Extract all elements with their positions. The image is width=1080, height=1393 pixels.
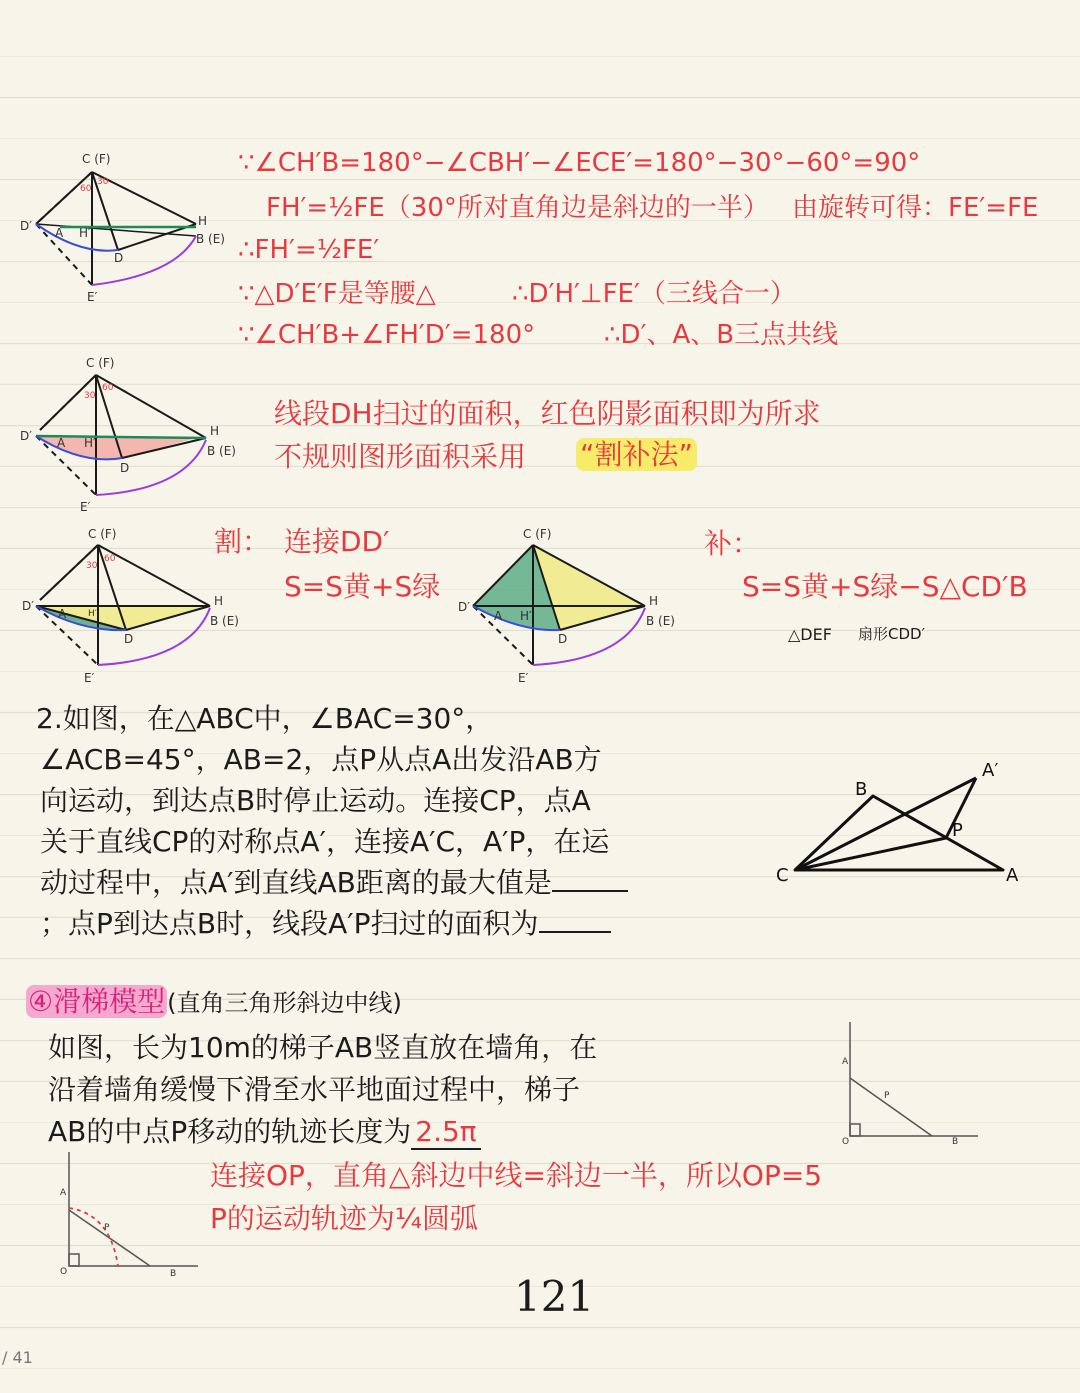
label2-ep: E′ <box>80 500 91 514</box>
label5-a: A <box>1006 865 1019 886</box>
label-60: 60 <box>80 184 92 194</box>
page-counter: / 41 <box>2 1348 33 1367</box>
label7-a: A <box>60 1188 67 1198</box>
p2-line4: 关于直线CP的对称点A′，连接A′C，A′P，在运 <box>40 825 610 858</box>
label3-dp: D′ <box>22 599 34 613</box>
label2-d: D <box>120 461 130 475</box>
label6-a: A <box>842 1057 849 1067</box>
label-ep: E′ <box>87 290 98 304</box>
label2-hp: H′ <box>84 436 96 450</box>
label7-b: B <box>170 1269 177 1279</box>
label-be: B (E) <box>196 232 225 246</box>
label2-a: A <box>57 436 66 450</box>
label4-hp: H′ <box>520 609 532 623</box>
label4-cf: C (F) <box>523 527 552 541</box>
p2-line6: ；点P到达点B时，线段A′P扫过的面积为 <box>40 907 539 940</box>
ladder-sol2: P的运动轨迹为¼圆弧 <box>210 1202 479 1235</box>
p2-line5: 动过程中，点A′到直线AB距离的最大值是 <box>40 866 552 899</box>
label4-a: A <box>494 609 503 623</box>
s2-method: “割补法” <box>576 438 697 471</box>
p2-line1: 2.如图，在△ABC中，∠BAC=30°， <box>36 702 494 735</box>
ladder-line3: AB的中点P移动的轨迹长度为 <box>48 1115 412 1148</box>
ladder-answer: 2.5π <box>411 1115 480 1150</box>
label-30: 30 <box>97 177 109 187</box>
ge-text: 连接DD′ <box>284 525 390 558</box>
label3-60: 60 <box>104 554 116 564</box>
ladder-subtitle: (直角三角形斜边中线) <box>167 989 402 1017</box>
label2-dp: D′ <box>20 429 32 443</box>
s1-line5b: ∴D′、A、B三点共线 <box>604 320 839 350</box>
s1-line5a: ∵∠CH′B+∠FH′D′=180° <box>238 320 536 350</box>
label2-60: 60 <box>102 383 114 393</box>
s2-line2a: 不规则图形面积采用 <box>274 440 527 473</box>
label7-o: O <box>60 1267 68 1277</box>
p2-line3: 向运动，到达点B时停止运动。连接CP，点A <box>40 784 591 817</box>
label-a: A <box>55 226 64 240</box>
label2-be: B (E) <box>207 444 236 458</box>
label-cf: C (F) <box>82 152 111 166</box>
ge-label: 割： <box>214 525 271 558</box>
s1-line2a: FH′=½FE（30°所对直角边是斜边的一半） <box>266 193 769 223</box>
label3-a: A <box>58 607 67 621</box>
label2-cf: C (F) <box>86 356 115 370</box>
ladder-line2: 沿着墙角缓慢下滑至水平地面过程中，梯子 <box>48 1073 581 1106</box>
label-d: D <box>114 251 124 265</box>
label3-hp: H′ <box>88 609 97 619</box>
label5-ap: A′ <box>982 760 999 781</box>
figure-7-arc <box>69 1208 118 1266</box>
page-number: 121 <box>514 1272 595 1321</box>
label4-d: D <box>558 632 568 646</box>
s1-line1: ∵∠CH′B=180°−∠CBH′−∠ECE′=180°−30°−60°=90° <box>238 148 921 178</box>
label6-o: O <box>842 1137 850 1147</box>
label6-p: P <box>884 1091 890 1101</box>
label4-ep: E′ <box>518 671 529 685</box>
label7-p: P <box>104 1223 110 1233</box>
s1-line2b: 由旋转可得：FE′=FE <box>792 193 1039 223</box>
label5-b: B <box>855 779 868 800</box>
s1-line3: ∴FH′=½FE′ <box>238 235 380 265</box>
label4-be: B (E) <box>646 614 675 628</box>
label3-be: B (E) <box>210 614 239 628</box>
label-h: H <box>198 214 208 228</box>
label2-h: H <box>210 424 220 438</box>
label3-cf: C (F) <box>88 527 117 541</box>
label3-h: H <box>214 594 224 608</box>
s1-line4b: ∴D′H′⊥FE′（三线合一） <box>512 279 796 309</box>
s2-line1: 线段DH扫过的面积，红色阴影面积即为所求 <box>274 397 821 430</box>
bu-label: 补： <box>704 527 761 560</box>
label2-30: 30 <box>84 391 96 401</box>
ladder-sol1: 连接OP，直角△斜边中线=斜边一半，所以OP=5 <box>210 1159 823 1192</box>
label5-p: P <box>952 820 963 841</box>
label5-c: C <box>776 865 789 886</box>
label3-ep: E′ <box>84 671 95 685</box>
label-hp: H′ <box>79 226 91 240</box>
label3-30: 30 <box>86 561 98 571</box>
p2-line2: ∠ACB=45°，AB=2，点P从点A出发沿AB方 <box>40 743 602 776</box>
bu-formula: S=S黄+S绿−S△CD′B <box>742 570 1028 603</box>
ladder-title: ④滑梯模型 <box>28 985 166 1018</box>
ladder-line1: 如图，长为10m的梯子AB竖直放在墙角，在 <box>48 1031 598 1064</box>
label3-d: D <box>124 632 134 646</box>
note-sector: 扇形CDD′ <box>858 625 925 643</box>
label-dp: D′ <box>20 219 32 233</box>
label6-b: B <box>952 1137 959 1147</box>
label4-h: H <box>649 594 659 608</box>
label4-dp: D′ <box>458 600 470 614</box>
s1-line4a: ∵△D′E′F是等腰△ <box>238 279 436 309</box>
note-def: △DEF <box>788 625 832 644</box>
ge-formula: S=S黄+S绿 <box>284 570 441 603</box>
